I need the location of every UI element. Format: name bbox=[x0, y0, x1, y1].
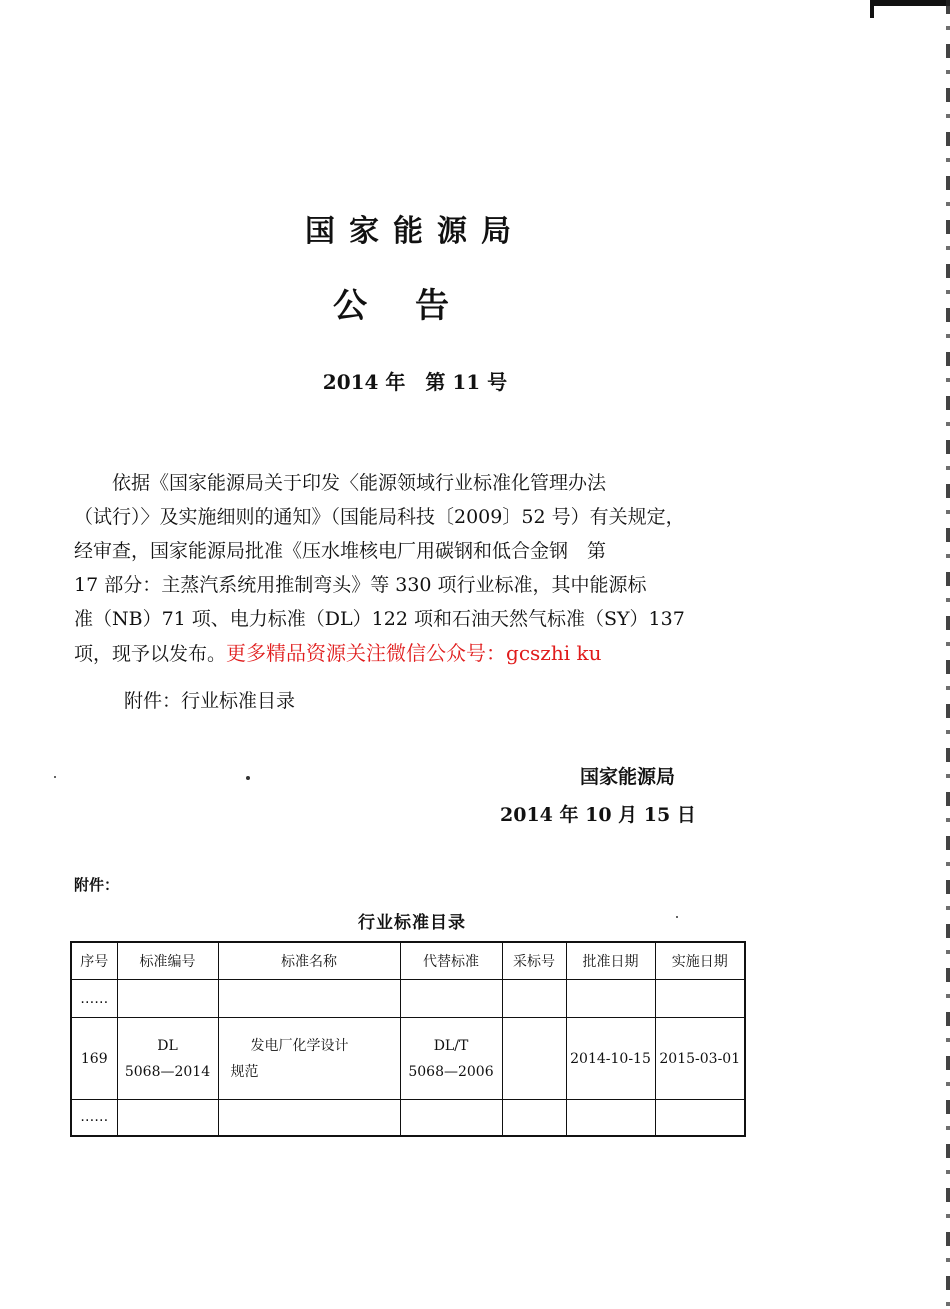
row-code-line1: DL bbox=[157, 1037, 178, 1054]
notice-body bbox=[74, 466, 750, 671]
signature-org: 国家能源局 bbox=[580, 766, 676, 788]
ellipsis-cell: …… bbox=[71, 1100, 117, 1136]
row-approve-date: 2014-10-15 bbox=[566, 1018, 655, 1100]
attachment-label: 附件： bbox=[74, 876, 120, 894]
row-name bbox=[218, 1018, 400, 1100]
attachment-note: 附件：行业标准目录 bbox=[124, 690, 296, 712]
header-approve-date: 批准日期 bbox=[566, 942, 655, 980]
scan-speck bbox=[246, 776, 250, 780]
row-implement-date: 2015-03-01 bbox=[655, 1018, 745, 1100]
header-code: 标准编号 bbox=[117, 942, 218, 980]
table-row bbox=[71, 980, 745, 1018]
row-seq: 169 bbox=[71, 1018, 117, 1100]
body-line: 17 部分：主蒸汽系统用推制弯头》等 330 项行业标准，其中能源标 bbox=[74, 574, 647, 596]
body-line: （试行）〉及实施细则的通知》（国能局科技〔2009〕52 号）有关规定， bbox=[74, 506, 685, 528]
scan-speck bbox=[54, 776, 56, 778]
row-replace bbox=[400, 1018, 502, 1100]
table-header-row bbox=[71, 942, 745, 980]
org-title: 国家能源局 bbox=[305, 214, 525, 249]
body-line-last bbox=[74, 636, 750, 671]
row-code bbox=[117, 1018, 218, 1100]
row-code-line2: 5068—2014 bbox=[124, 1063, 211, 1080]
row-replace-line2: 5068—2006 bbox=[408, 1063, 494, 1080]
notice-title: 公告 bbox=[333, 286, 497, 326]
body-last-text: 项，现予以发布。 bbox=[74, 643, 227, 665]
header-implement-date: 实施日期 bbox=[655, 942, 745, 980]
ellipsis-cell: …… bbox=[71, 980, 117, 1018]
body-line: 经审查，国家能源局批准《压水堆核电厂用碳钢和低合金钢 第 bbox=[74, 540, 607, 562]
table-row bbox=[71, 1100, 745, 1136]
row-name-line2: 规范 bbox=[230, 1063, 259, 1080]
header-seq: 序号 bbox=[71, 942, 117, 980]
body-line: 准（NB）71 项、电力标准（DL）122 项和石油天然气标准（SY）137 bbox=[74, 608, 685, 630]
row-adopt bbox=[502, 1018, 566, 1100]
header-name: 标准名称 bbox=[218, 942, 400, 980]
header-replace: 代替标准 bbox=[400, 942, 502, 980]
table-title: 行业标准目录 bbox=[358, 913, 466, 933]
standards-table bbox=[70, 941, 746, 1137]
body-line: 依据《国家能源局关于印发〈能源领域行业标准化管理办法 bbox=[74, 472, 607, 494]
signature-date: 2014 年 10 月 15 日 bbox=[500, 804, 696, 826]
scan-edge-artifact bbox=[946, 0, 950, 1309]
scan-speck bbox=[676, 916, 678, 918]
scan-corner-mark bbox=[870, 0, 950, 18]
watermark-text: 更多精品资源关注微信公众号：gcszhi ku bbox=[226, 641, 602, 665]
row-name-line1: 发电厂化学设计 bbox=[250, 1037, 349, 1054]
notice-number: 2014 年 第 11 号 bbox=[322, 370, 508, 394]
table-row bbox=[71, 1018, 745, 1100]
header-adopt: 采标号 bbox=[502, 942, 566, 980]
row-replace-line1: DL/T bbox=[433, 1037, 469, 1054]
